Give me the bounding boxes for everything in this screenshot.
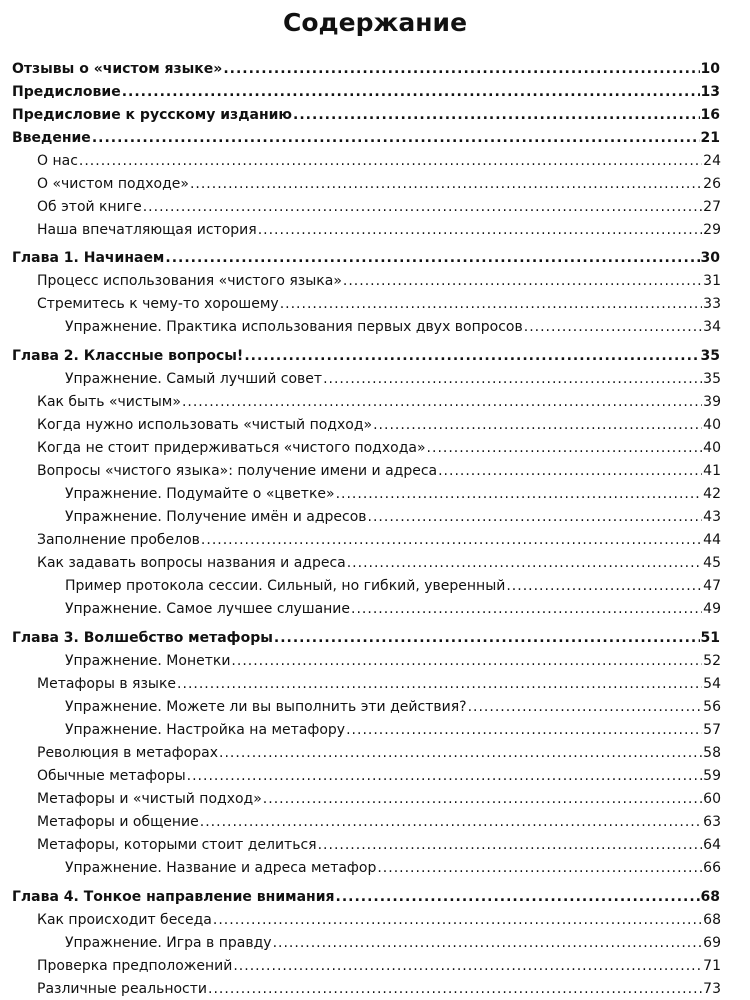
toc-entry-title: Упражнение. Игра в правду — [65, 935, 272, 951]
dot-leader — [223, 58, 699, 80]
toc-entry[interactable] — [37, 765, 721, 787]
toc-entry-title: Метафоры в языке — [37, 676, 177, 692]
toc-entry[interactable] — [37, 909, 721, 931]
dot-leader — [231, 650, 702, 672]
toc-entry-page-number: 35 — [703, 371, 721, 387]
toc-entry-title: Предисловие — [12, 84, 121, 100]
toc-entry-page-number: 68 — [703, 912, 721, 928]
toc-entry-title: Когда нужно использовать «чистый подход» — [37, 417, 373, 433]
dot-leader — [336, 886, 700, 908]
toc-entry[interactable] — [37, 460, 721, 482]
toc-entry-page-number: 52 — [703, 653, 721, 669]
toc-entry-page-number: 30 — [700, 250, 720, 266]
toc-entry[interactable] — [65, 483, 721, 505]
toc-entry-page-number: 73 — [703, 981, 721, 997]
toc-entry[interactable] — [37, 811, 721, 833]
toc-entry[interactable] — [65, 368, 721, 390]
toc-entry-title: Упражнение. Практика использования первых двух вопросов — [65, 319, 523, 335]
toc-entry[interactable] — [37, 196, 721, 218]
toc-entry-title: Глава 3. Волшебство метафоры — [12, 630, 273, 646]
dot-leader — [427, 437, 703, 459]
toc-entry-page-number: 60 — [703, 791, 721, 807]
dot-leader — [373, 414, 702, 436]
toc-entry-page-number: 66 — [703, 860, 721, 876]
dot-leader — [79, 150, 702, 172]
toc-entry-page-number: 31 — [703, 273, 721, 289]
toc-entry[interactable] — [37, 673, 721, 695]
toc-entry[interactable] — [37, 552, 721, 574]
toc-entry-page-number: 41 — [703, 463, 721, 479]
toc-entry-title: Упражнение. Можете ли вы выполнить эти действия? — [65, 699, 467, 715]
toc-entry-title: Упражнение. Название и адреса метафор — [65, 860, 377, 876]
toc-entry[interactable] — [37, 978, 721, 1000]
dot-leader — [368, 506, 703, 528]
dot-leader — [323, 368, 702, 390]
toc-entry-page-number: 26 — [703, 176, 721, 192]
dot-leader — [263, 788, 702, 810]
toc-entry-title: Различные реальности — [37, 981, 208, 997]
toc-entry-page-number: 44 — [703, 532, 721, 548]
toc-entry-title: Когда не стоит придерживаться «чистого подхода» — [37, 440, 426, 456]
toc-entry-page-number: 47 — [703, 578, 721, 594]
toc-entry-title: Пример протокола сессии. Сильный, но гибкий, уверенный — [65, 578, 506, 594]
toc-entry[interactable] — [65, 719, 721, 741]
dot-leader — [293, 104, 699, 126]
toc-entry[interactable] — [37, 391, 721, 413]
toc-entry-title: Обычные метафоры — [37, 768, 186, 784]
toc-entry-page-number: 59 — [703, 768, 721, 784]
toc-entry-page-number: 68 — [700, 889, 720, 905]
toc-entry[interactable] — [12, 345, 720, 367]
toc-entry[interactable] — [37, 270, 721, 292]
toc-entry-title: Метафоры и «чистый подход» — [37, 791, 262, 807]
toc-entry[interactable] — [65, 696, 721, 718]
toc-entry[interactable] — [12, 247, 720, 269]
dot-leader — [165, 247, 699, 269]
toc-entry-page-number: 63 — [703, 814, 721, 830]
toc-entry-title: Метафоры, которыми стоит делиться — [37, 837, 317, 853]
toc-entry-title: О «чистом подходе» — [37, 176, 189, 192]
toc-entry[interactable] — [37, 788, 721, 810]
toc-entry-title: Вопросы «чистого языка»: получение имени и адреса — [37, 463, 438, 479]
toc-entry-page-number: 43 — [703, 509, 721, 525]
toc-entry-title: Наша впечатляющая история — [37, 222, 257, 238]
toc-entry-page-number: 13 — [700, 84, 720, 100]
toc-entry-title: Революция в метафорах — [37, 745, 219, 761]
dot-leader — [351, 598, 702, 620]
toc-entry-title: Упражнение. Получение имён и адресов — [65, 509, 367, 525]
dot-leader — [524, 316, 702, 338]
toc-entry-page-number: 24 — [703, 153, 721, 169]
toc-entry[interactable] — [37, 437, 721, 459]
dot-leader — [273, 932, 703, 954]
dot-leader — [187, 765, 703, 787]
toc-entry-page-number: 39 — [703, 394, 721, 410]
toc-entry[interactable] — [37, 150, 721, 172]
dot-leader — [244, 345, 699, 367]
toc-entry-page-number: 33 — [703, 296, 721, 312]
toc-entry-page-number: 42 — [703, 486, 721, 502]
toc-entry-title: Процесс использования «чистого языка» — [37, 273, 342, 289]
toc-entry-title: Стремитесь к чему-то хорошему — [37, 296, 279, 312]
toc-entry-page-number: 57 — [703, 722, 721, 738]
toc-entry[interactable] — [65, 857, 721, 879]
toc-entry[interactable] — [37, 955, 721, 977]
dot-leader — [233, 955, 702, 977]
toc-entry-title: Глава 1. Начинаем — [12, 250, 165, 266]
toc-entry-page-number: 29 — [703, 222, 721, 238]
toc-entry-page-number: 34 — [703, 319, 721, 335]
toc-entry[interactable] — [65, 650, 721, 672]
toc-entry-title: Глава 2. Классные вопросы! — [12, 348, 244, 364]
toc-entry-page-number: 56 — [703, 699, 721, 715]
dot-leader — [318, 834, 703, 856]
dot-leader — [343, 270, 702, 292]
toc-entry[interactable] — [12, 58, 720, 80]
toc-entry-title: Заполнение пробелов — [37, 532, 200, 548]
toc-entry[interactable] — [37, 742, 721, 764]
toc-entry[interactable] — [12, 627, 720, 649]
dot-leader — [177, 673, 702, 695]
toc-entry-page-number: 69 — [703, 935, 721, 951]
toc-entry[interactable] — [37, 173, 721, 195]
dot-leader — [92, 127, 700, 149]
dot-leader — [347, 552, 702, 574]
toc-entry-title: Упражнение. Самый лучший совет — [65, 371, 323, 387]
toc-entry-title: Упражнение. Самое лучшее слушание — [65, 601, 351, 617]
toc-entry[interactable] — [37, 529, 721, 551]
toc-entry-title: Отзывы о «чистом языке» — [12, 61, 223, 77]
dot-leader — [506, 575, 702, 597]
toc-entry[interactable] — [65, 506, 721, 528]
toc-entry-title: Упражнение. Монетки — [65, 653, 231, 669]
toc-entry[interactable] — [65, 932, 721, 954]
dot-leader — [122, 81, 700, 103]
toc-entry-page-number: 16 — [700, 107, 720, 123]
toc-entry[interactable] — [65, 598, 721, 620]
dot-leader — [438, 460, 702, 482]
toc-entry-page-number: 49 — [703, 601, 721, 617]
dot-leader — [219, 742, 702, 764]
toc-entry-title: Как задавать вопросы названия и адреса — [37, 555, 346, 571]
toc-entry-title: Предисловие к русскому изданию — [12, 107, 293, 123]
toc-entry-page-number: 10 — [700, 61, 720, 77]
toc-entry[interactable] — [12, 81, 720, 103]
toc-entry-title: О нас — [37, 153, 78, 169]
toc-entry-page-number: 54 — [703, 676, 721, 692]
toc-entry-title: Введение — [12, 130, 91, 146]
toc-entry-title: Глава 4. Тонкое направление внимания — [12, 889, 335, 905]
toc-entry-title: Упражнение. Настройка на метафору — [65, 722, 346, 738]
toc-entry-page-number: 71 — [703, 958, 721, 974]
toc-entry-page-number: 40 — [703, 440, 721, 456]
toc-entry[interactable] — [37, 293, 721, 315]
toc-entry-title: Упражнение. Подумайте о «цветке» — [65, 486, 335, 502]
dot-leader — [143, 196, 702, 218]
toc-entry-title: Как быть «чистым» — [37, 394, 181, 410]
toc-entry[interactable] — [37, 219, 721, 241]
dot-leader — [208, 978, 702, 1000]
dot-leader — [201, 529, 702, 551]
toc-entry-page-number: 35 — [700, 348, 720, 364]
dot-leader — [336, 483, 703, 505]
toc-entry-page-number: 58 — [703, 745, 721, 761]
dot-leader — [274, 627, 700, 649]
toc-entry-page-number: 45 — [703, 555, 721, 571]
toc-entry[interactable] — [65, 316, 721, 338]
dot-leader — [468, 696, 703, 718]
dot-leader — [258, 219, 702, 241]
dot-leader — [182, 391, 702, 413]
toc-entry-page-number: 51 — [700, 630, 720, 646]
dot-leader — [377, 857, 702, 879]
toc-entry[interactable] — [37, 414, 721, 436]
dot-leader — [280, 293, 702, 315]
toc-entry-title: Об этой книге — [37, 199, 142, 215]
toc-entry-page-number: 27 — [703, 199, 721, 215]
dot-leader — [346, 719, 702, 741]
toc-entry-page-number: 40 — [703, 417, 721, 433]
toc-entry-page-number: 64 — [703, 837, 721, 853]
dot-leader — [213, 909, 702, 931]
toc-entry-title: Как происходит беседа — [37, 912, 212, 928]
page-title: Содержание — [282, 8, 468, 37]
toc-entry[interactable] — [37, 834, 721, 856]
toc-entry[interactable] — [12, 127, 720, 149]
toc-entry-page-number: 21 — [700, 130, 720, 146]
dot-leader — [200, 811, 702, 833]
toc-entry[interactable] — [12, 886, 720, 908]
toc-entry[interactable] — [12, 104, 720, 126]
toc-entry-title: Метафоры и общение — [37, 814, 199, 830]
toc-entry[interactable] — [65, 575, 721, 597]
toc-entry-title: Проверка предположений — [37, 958, 233, 974]
dot-leader — [190, 173, 702, 195]
